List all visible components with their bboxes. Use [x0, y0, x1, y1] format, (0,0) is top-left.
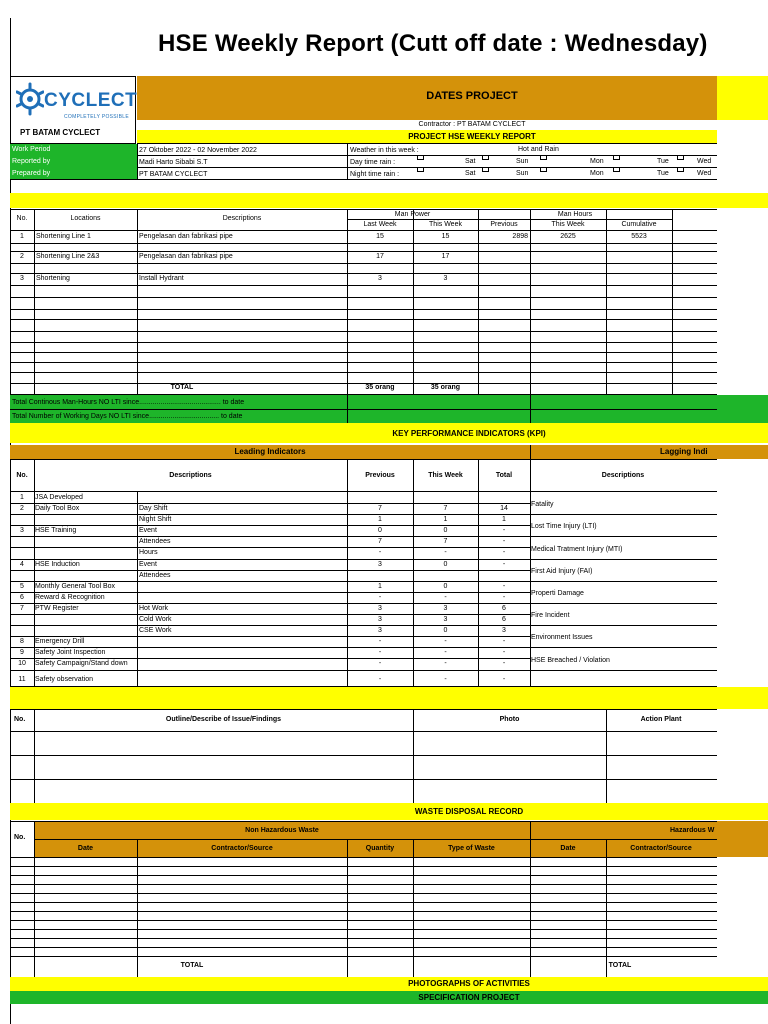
mp-row-this: 3 [443, 275, 448, 282]
kpi-row-total: 1 [502, 516, 506, 523]
kpi-row-item: HSE Induction [35, 561, 80, 568]
mp-manpower-header: Man Power [394, 211, 431, 218]
kpi-row-total: - [502, 583, 506, 590]
waste-row-line [10, 875, 717, 876]
mp-row-line [10, 263, 717, 264]
kpi-header-bottom [10, 491, 717, 492]
kpi-row-prev: - [378, 549, 382, 556]
kpi-row-total: - [502, 561, 506, 568]
mp-descriptions-header: Descriptions [222, 215, 262, 222]
kpi-row-this: 1 [443, 516, 448, 523]
kpi-lag-item: Medical Tratment Injury (MTI) [531, 545, 623, 553]
waste-total2-label: TOTAL [608, 962, 632, 969]
waste-row-line [10, 866, 717, 867]
kpi-row-prev: 3 [378, 627, 382, 634]
kpi-lag-row-line [530, 603, 717, 604]
kpi-row-no: 7 [20, 605, 24, 612]
kpi-lag-descriptions-header: Descriptions [601, 472, 645, 479]
mp-row-no: 3 [20, 275, 24, 282]
kpi-row-no: 8 [20, 638, 24, 645]
waste-type-header: Type of Waste [448, 845, 495, 852]
spacer-band-1 [10, 193, 768, 208]
kpi-lag-row-line [530, 647, 717, 648]
kpi-lag-row-line [530, 514, 717, 515]
kpi-row-this: 0 [443, 583, 448, 590]
kpi-row-this: - [444, 594, 447, 601]
kpi-row-this: - [444, 676, 447, 683]
mp-row-this: 17 [441, 253, 450, 260]
mp-locations-header: Locations [70, 215, 101, 222]
mp-row-cumulative: 5523 [631, 233, 647, 240]
findings-no-header: No. [14, 716, 26, 723]
continous-manhours-label: Total Continous Man-Hours NO LTI since.......................................... to date [12, 399, 245, 406]
hazardous-header: Hazardous W [670, 827, 715, 834]
working-days-label: Total Number of Working Days NO LTI since.................................... to date [12, 413, 243, 420]
kpi-lag-row-line [530, 625, 717, 626]
kpi-no-header: No. [16, 472, 28, 479]
kpi-row-this: 7 [443, 538, 448, 545]
kpi-row-total: - [502, 660, 506, 667]
weather-value: Hot and Rain [518, 146, 559, 153]
kpi-row-prev: 7 [378, 538, 382, 545]
kpi-row-item: Emergency Drill [35, 638, 85, 645]
reported-by-value: Madi Harto Sibabi S.T [139, 159, 208, 166]
mp-row-line [10, 362, 717, 363]
kpi-row-prev: 3 [378, 561, 382, 568]
waste-row-line [10, 920, 717, 921]
lagging-indicators-label: Lagging Indi [660, 447, 708, 456]
kpi-lag-item: Fatality [531, 501, 554, 508]
mp-row-prev: 2898 [512, 233, 528, 240]
mp-row-line [10, 285, 717, 286]
kpi-row-item: Safety Campaign/Stand down [35, 660, 128, 667]
mp-row-last: 15 [376, 233, 384, 240]
kpi-row-total: - [502, 676, 506, 683]
mp-row-this: 15 [441, 233, 450, 240]
mp-previous-header: Previous [490, 221, 518, 228]
findings-action-header: Action Plant [640, 716, 682, 723]
kpi-row-line [10, 570, 530, 571]
mp-row-line [10, 352, 717, 353]
kpi-row-sub: Event [139, 561, 157, 568]
waste-row-line [10, 929, 717, 930]
night-sat: Sat [465, 170, 476, 177]
mp-total-last: 35 orang [365, 384, 395, 391]
kpi-row-no: 5 [20, 583, 24, 590]
kpi-row-this: 3 [443, 605, 448, 612]
waste-quantity-header: Quantity [365, 845, 395, 852]
night-tue: Tue [657, 170, 669, 177]
day-sat: Sat [465, 158, 476, 165]
kpi-lag-row-line [530, 559, 717, 560]
prepared-by-label: Prepared by [12, 170, 51, 177]
mp-row-no: 2 [20, 253, 24, 260]
kpi-row-prev: - [378, 638, 382, 645]
kpi-row-sub: Day Shift [139, 505, 168, 512]
day-wed: Wed [697, 158, 712, 165]
kpi-row-item: Monthly General Tool Box [35, 583, 116, 590]
mp-row-line [10, 243, 717, 244]
kpi-row-sub: Cold Work [139, 616, 172, 623]
kpi-row-sub: Hot Work [139, 605, 169, 612]
kpi-row-no: 11 [18, 676, 26, 683]
night-wed: Wed [697, 170, 712, 177]
waste-title: WASTE DISPOSAL RECORD [414, 807, 524, 816]
kpi-row-total: 6 [502, 605, 506, 612]
mp-row-description: Install Hydrant [139, 275, 184, 282]
night-sun: Sun [516, 170, 529, 177]
waste-total-label: TOTAL [180, 962, 204, 969]
work-period-value: 27 Oktober 2022 - 02 November 2022 [139, 147, 257, 154]
kpi-title: KEY PERFORMANCE INDICATORS (KPI) [392, 429, 546, 438]
mp-row-last: 3 [378, 275, 382, 282]
kpi-row-this: 3 [443, 616, 448, 623]
kpi-row-total: - [502, 549, 506, 556]
photographs-label: PHOTOGRAPHS OF ACTIVITIES [408, 979, 530, 988]
kpi-row-sub: Event [139, 527, 157, 534]
waste-date-header: Date [77, 845, 94, 852]
waste-date2-header: Date [560, 845, 576, 852]
kpi-row-prev: 1 [378, 516, 382, 523]
kpi-row-this: 7 [443, 505, 448, 512]
kpi-row-prev: - [378, 660, 382, 667]
leading-indicators-label: Leading Indicators [234, 447, 306, 456]
kpi-lag-item: HSE Breached / Violation [531, 656, 610, 664]
reported-by-label: Reported by [12, 158, 51, 165]
kpi-row-prev: 1 [378, 583, 382, 590]
day-rain-label: Day time rain : [350, 159, 396, 166]
kpi-row-this: - [444, 660, 447, 667]
waste-row-line [10, 902, 717, 903]
weekly-report-label: PROJECT HSE WEEKLY REPORT [408, 132, 536, 141]
logo-company: PT BATAM CYCLECT [20, 128, 101, 137]
kpi-row-no: 6 [20, 594, 24, 601]
kpi-row-prev: - [378, 649, 382, 656]
mp-row-line [10, 309, 717, 310]
cyclect-logo-icon [16, 82, 44, 116]
kpi-row-prev: 7 [378, 505, 382, 512]
kpi-row-no: 10 [18, 660, 26, 667]
kpi-row-prev: - [378, 676, 382, 683]
kpi-row-sub: CSE Work [139, 627, 172, 634]
kpi-row-item: Daily Tool Box [35, 505, 80, 512]
mp-col-line [34, 209, 35, 395]
findings-outline-header: Outline/Describe of Issue/Findings [165, 716, 282, 723]
kpi-lag-item: Environment Issues [531, 634, 593, 641]
work-period-label: Work Period [12, 146, 51, 153]
kpi-lag-item: First Aid Injury (FAI) [531, 568, 593, 575]
non-hazardous-header: Non Hazardous Waste [245, 827, 319, 834]
kpi-row-item: HSE Training [35, 527, 77, 534]
day-sun: Sun [516, 158, 529, 165]
kpi-row-no: 1 [20, 494, 24, 501]
mp-lastweek-header: Last Week [363, 221, 397, 228]
waste-no-header: No. [14, 834, 26, 841]
mp-row-line [10, 297, 717, 298]
kpi-previous-header: Previous [365, 472, 395, 479]
kpi-row-total: - [502, 638, 506, 645]
kpi-row-item: Safety observation [35, 676, 93, 683]
kpi-lag-item: Fire Incident [531, 612, 570, 619]
page-title: HSE Weekly Report (Cutt off date : Wednesday) [158, 30, 708, 57]
findings-photo-header: Photo [499, 716, 520, 723]
kpi-row-total: - [502, 594, 506, 601]
mp-total-label: TOTAL [170, 384, 194, 391]
mp-row-this-hours: 2625 [560, 233, 576, 240]
night-rain-label: Night time rain : [350, 171, 400, 178]
mp-row-line [10, 342, 717, 343]
dates-project-label: DATES PROJECT [426, 90, 518, 102]
kpi-row-this: - [444, 649, 447, 656]
mp-row-location: Shortening Line 2&3 [36, 253, 100, 260]
kpi-thisweek-header: This Week [428, 472, 463, 479]
logo-brand: CYCLECT [44, 90, 138, 111]
kpi-row-total: - [502, 538, 506, 545]
mp-col-line [672, 209, 673, 395]
logo-tagline: COMPLETELY POSSIBLE [64, 114, 129, 120]
kpi-row-this: - [444, 549, 447, 556]
mp-row-line [10, 331, 717, 332]
mp-row-no: 1 [20, 233, 24, 240]
kpi-row-item: Safety Joint Inspection [35, 649, 106, 656]
weather-label: Weather in this week : [350, 147, 419, 154]
kpi-row-no: 2 [20, 505, 24, 512]
mp-row-description: Pengelasan dan fabrikasi pipe [139, 233, 233, 240]
kpi-lag-item: Lost Time Injury (LTI) [531, 523, 597, 530]
mp-manhours-header: Man Hours [557, 211, 593, 218]
mp-row-location: Shortening [36, 275, 70, 282]
waste-row-line [10, 884, 717, 885]
mp-header-bottom [10, 230, 717, 231]
mp-row-location: Shortening Line 1 [36, 233, 91, 240]
night-mon: Mon [590, 170, 604, 177]
kpi-row-sub: Attendees [139, 572, 171, 579]
mp-cumulative-header: Cumulative [621, 221, 657, 228]
kpi-row-no: 9 [20, 649, 24, 656]
kpi-descriptions-header: Descriptions [169, 472, 212, 479]
kpi-row-this: 0 [443, 527, 448, 534]
kpi-row-prev: - [378, 594, 382, 601]
waste-row-line [10, 893, 717, 894]
kpi-lag-row-line [530, 536, 717, 537]
kpi-row-this: 0 [443, 627, 448, 634]
kpi-row-no: 4 [20, 561, 24, 568]
waste-row-line [10, 956, 717, 957]
mp-thisweekh-header: This Week [551, 221, 585, 228]
kpi-row-sub: Hours [139, 549, 158, 556]
kpi-row-total: - [502, 527, 506, 534]
contractor-label: Contractor : PT BATAM CYCLECT [418, 121, 526, 128]
waste-row-line [10, 947, 717, 948]
spacer-band-2 [10, 687, 768, 709]
day-tue: Tue [657, 158, 669, 165]
specification-label: SPECIFICATION PROJECT [418, 993, 520, 1002]
mp-row-description: Pengelasan dan fabrikasi pipe [139, 253, 233, 260]
kpi-total-header: Total [495, 472, 513, 479]
waste-row-line [10, 938, 717, 939]
mp-thisweek-header: This Week [429, 221, 462, 228]
kpi-row-total: 6 [502, 616, 506, 623]
kpi-row-sub: Night Shift [139, 516, 172, 523]
kpi-row-line [10, 670, 530, 671]
waste-contractor2-header: Contractor/Source [630, 845, 692, 852]
kpi-row-item: Reward & Recognition [35, 594, 105, 601]
kpi-top-line [10, 459, 717, 460]
kpi-row-prev: 0 [378, 527, 382, 534]
mp-no-header: No. [16, 215, 28, 222]
kpi-row-item: JSA Developed [35, 494, 83, 501]
kpi-lag-row-line [530, 581, 717, 582]
kpi-row-sub: Attendees [139, 538, 171, 545]
waste-row-line [10, 911, 717, 912]
mp-col-line [137, 209, 138, 395]
kpi-row-total: 14 [500, 505, 508, 512]
prepared-by-value: PT BATAM CYCLECT [139, 171, 208, 178]
mp-row-line [10, 319, 717, 320]
kpi-row-this: 0 [443, 561, 448, 568]
mp-row-last: 17 [376, 253, 384, 260]
kpi-row-prev: 3 [378, 616, 382, 623]
kpi-row-item: PTW Register [35, 605, 79, 612]
kpi-lag-item: Properti Damage [531, 590, 584, 597]
day-mon: Mon [590, 158, 604, 165]
kpi-row-no: 3 [20, 527, 24, 534]
kpi-row-prev: 3 [378, 605, 382, 612]
kpi-row-this: - [444, 638, 447, 645]
kpi-row-total: - [502, 649, 506, 656]
kpi-row-total: 3 [502, 627, 506, 634]
mp-total-this: 35 orang [430, 384, 461, 391]
mp-row-line [10, 372, 717, 373]
waste-contractor-header: Contractor/Source [211, 845, 273, 852]
kpi-lag-row-line [530, 670, 717, 671]
